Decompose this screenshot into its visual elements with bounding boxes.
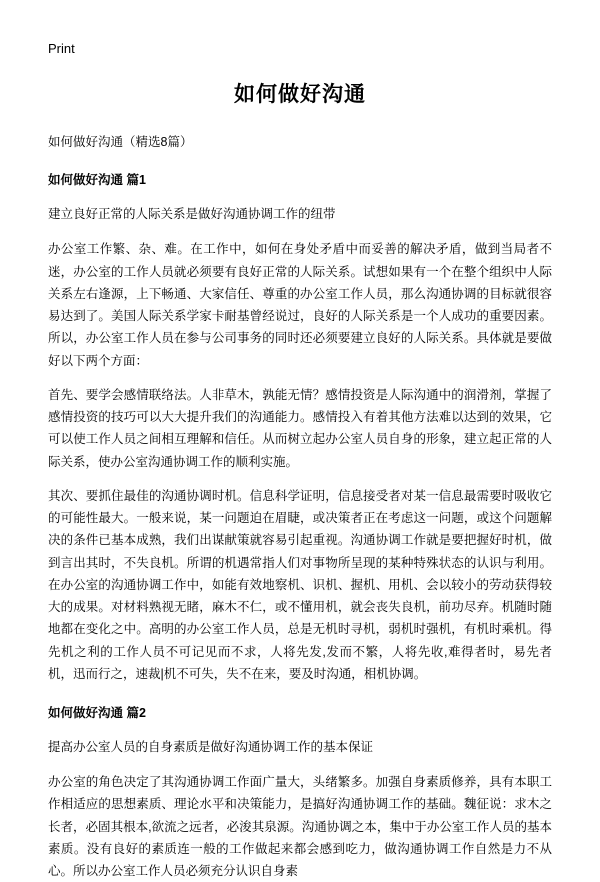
paragraph: 办公室的角色决定了其沟通协调工作面广量大，头绪繁多。加强自身素质修养，具有本职工作相适应的思想素质、理论水平和决策能力，是搞好沟通协调工作的基础。魏征说：求木之长者，必固其根本,欲流之远者，必浚其泉源。沟通协调之本，集中于办公室工作人员的基本素质。没有良好的素质连一般的工作做起来都会感到吃力，做沟通协调工作自然是力不从心。所以办公室工作人员必须充分认识自身素 [48,775,552,879]
print-label[interactable]: Print [48,41,75,56]
document-subtitle: 如何做好沟通（精选8篇） [48,135,193,150]
document-section [48,703,552,882]
section-heading: 如何做好沟通 篇2 [48,706,146,721]
section-lead: 提高办公室人员的自身素质是做好沟通协调工作的基本保证 [48,740,374,755]
document-section [48,170,552,685]
paragraph: 办公室工作繁、杂、难。在工作中，如何在身处矛盾中而妥善的解决矛盾，做到当局者不迷，办公室的工作人员就必须要有良好正常的人际关系。试想如果有一个在整个组织中人际关系左右逢源，上下畅通、大家信任、尊重的办公室工作人员，那么沟通协调的目标就很容易达到了。美国人际关系学家卡耐基曾经说过，良好的人际关系是一个人成功的重要因素。所以，办公室工作人员在参与公司事务的同时还必须要建立良好的人际关系。具体就是要做好以下两个方面： [48,242,552,368]
paragraph: 其次、要抓住最佳的沟通协调时机。信息科学证明，信息接受者对某一信息最需要时吸收它的可能性最大。一般来说，某一问题迫在眉睫，或决策者正在考虑这一问题，或这个问题解决的条件已基本成熟，我们出谋献策就容易引起重视。沟通协调工作就是要把握好时机，做到言出其时，不失良机。所谓的机遇常指人们对事物所呈现的某种特殊状态的认识与利用。在办公室的沟通协调工作中，如能有效地察机、识机、握机、用机、会以较小的劳动获得较大的成果。对材料熟视无睹，麻木不仁，或不懂用机，就会丧失良机，前功尽弃。机随时随地都在变化之中。高明的办公室工作人员，总是无机时寻机，弱机时强机，有机时乘机。得先机之利的工作人员不可记见而不求，人将先发,发而不繁，人将先收,难得者时，易先者机，迅而行之，速裁|机不可失，失不在来，要及时沟通，相机协调。 [48,488,552,681]
section-lead: 建立良好正常的人际关系是做好沟通协调工作的纽带 [48,207,336,222]
section-heading: 如何做好沟通 篇1 [48,173,146,188]
page-title: 如何做好沟通 [234,83,366,106]
paragraph: 首先、要学会感情联络法。人非草木，孰能无情？感情投资是人际沟通中的润滑剂，掌握了感情投资的技巧可以大大提升我们的沟通能力。感情投入有着其他方法难以达到的效果，它可以使工作人员之间相互理解和信任。从而树立起办公室人员自身的形象，建立起正常的人际关系，使办公室沟通协调工作的顺利实施。 [48,387,552,469]
